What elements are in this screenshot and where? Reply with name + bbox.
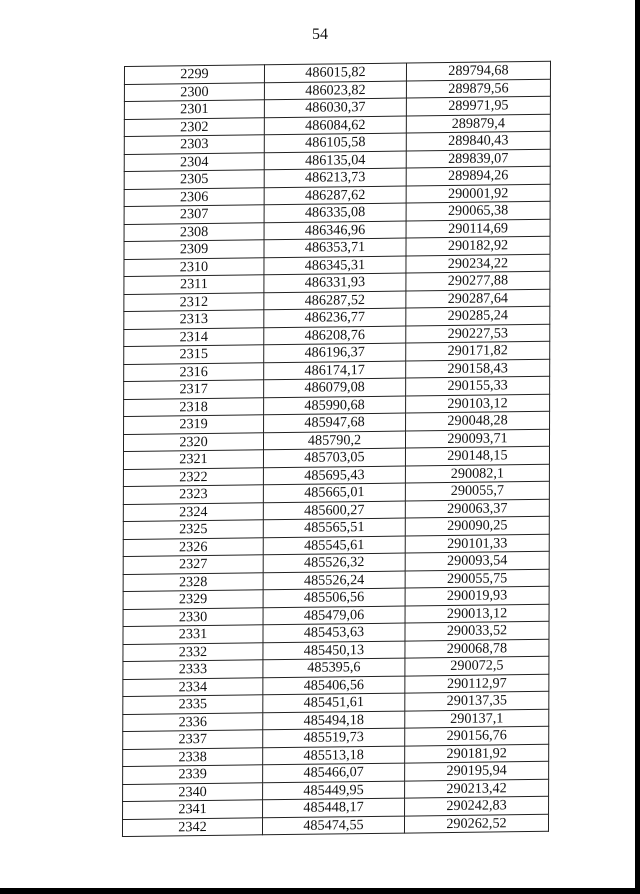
point-number-cell: 2301	[124, 100, 264, 119]
point-number-cell: 2317	[124, 380, 264, 399]
x-coordinate-cell: 485450,13	[263, 641, 405, 660]
y-coordinate-cell: 290155,33	[406, 376, 550, 395]
x-coordinate-cell: 486196,37	[264, 343, 406, 362]
y-coordinate-cell: 290234,22	[406, 254, 550, 273]
y-coordinate-cell: 290068,78	[405, 639, 549, 658]
y-coordinate-cell: 290114,69	[406, 219, 550, 238]
x-coordinate-cell: 485406,56	[263, 676, 405, 695]
x-coordinate-cell: 485545,61	[263, 536, 405, 555]
y-coordinate-cell: 290063,37	[405, 499, 549, 518]
y-coordinate-cell: 289839,07	[406, 149, 550, 168]
point-number-cell: 2342	[122, 817, 262, 836]
y-coordinate-cell: 290072,5	[405, 656, 549, 675]
point-number-cell: 2340	[123, 782, 263, 801]
point-number-cell: 2311	[124, 275, 264, 294]
x-coordinate-cell: 485526,24	[263, 571, 405, 590]
y-coordinate-cell: 290195,94	[405, 761, 549, 780]
x-coordinate-cell: 485513,18	[263, 746, 405, 765]
y-coordinate-cell: 290019,93	[405, 586, 549, 605]
y-coordinate-cell: 290093,71	[405, 429, 549, 448]
y-coordinate-cell: 290156,76	[405, 726, 549, 745]
y-coordinate-cell: 290242,83	[405, 796, 549, 815]
x-coordinate-cell: 486287,52	[264, 291, 406, 310]
point-number-cell: 2323	[123, 485, 263, 504]
y-coordinate-cell: 290001,92	[406, 184, 550, 203]
y-coordinate-cell: 290065,38	[406, 201, 550, 220]
y-coordinate-cell: 289879,4	[406, 114, 550, 133]
point-number-cell: 2302	[124, 117, 264, 136]
x-coordinate-cell: 486353,71	[264, 238, 406, 257]
point-number-cell: 2303	[124, 135, 264, 154]
x-coordinate-cell: 485665,01	[263, 483, 405, 502]
x-coordinate-cell: 485703,05	[263, 448, 405, 467]
y-coordinate-cell: 290213,42	[405, 779, 549, 798]
point-number-cell: 2324	[123, 502, 263, 521]
y-coordinate-cell: 290103,12	[406, 394, 550, 413]
coordinates-table-wrapper	[122, 61, 550, 837]
y-coordinate-cell: 290137,1	[405, 709, 549, 728]
point-number-cell: 2327	[123, 555, 263, 574]
point-number-cell: 2316	[124, 362, 264, 381]
x-coordinate-cell: 486030,37	[264, 98, 406, 117]
y-coordinate-cell: 290137,35	[405, 691, 549, 710]
point-number-cell: 2331	[123, 625, 263, 644]
y-coordinate-cell: 289971,95	[406, 96, 550, 115]
point-number-cell: 2308	[124, 222, 264, 241]
y-coordinate-cell: 290171,82	[406, 341, 550, 360]
y-coordinate-cell: 290112,97	[405, 674, 549, 693]
x-coordinate-cell: 485695,43	[263, 466, 405, 485]
point-number-cell: 2337	[123, 730, 263, 749]
x-coordinate-cell: 486015,82	[264, 63, 406, 82]
point-number-cell: 2322	[123, 467, 263, 486]
point-number-cell: 2319	[124, 415, 264, 434]
point-number-cell: 2318	[124, 397, 264, 416]
x-coordinate-cell: 485453,63	[263, 623, 405, 642]
y-coordinate-cell: 289894,26	[406, 166, 550, 185]
x-coordinate-cell: 485790,2	[263, 431, 405, 450]
point-number-cell: 2321	[123, 450, 263, 469]
x-coordinate-cell: 485990,68	[264, 396, 406, 415]
page-number: 54	[312, 26, 328, 43]
scan-border-bottom	[0, 888, 640, 894]
x-coordinate-cell: 485565,51	[263, 518, 405, 537]
point-number-cell: 2307	[124, 205, 264, 224]
y-coordinate-cell: 290101,33	[405, 534, 549, 553]
x-coordinate-cell: 486079,08	[264, 378, 406, 397]
y-coordinate-cell: 290013,12	[405, 604, 549, 623]
point-number-cell: 2336	[123, 712, 263, 731]
point-number-cell: 2332	[123, 642, 263, 661]
x-coordinate-cell: 486105,58	[264, 133, 406, 152]
scan-border-right	[635, 0, 640, 894]
x-coordinate-cell: 485466,07	[263, 763, 405, 782]
x-coordinate-cell: 485449,95	[263, 781, 405, 800]
x-coordinate-cell: 486287,62	[264, 186, 406, 205]
y-coordinate-cell: 290055,7	[405, 481, 549, 500]
y-coordinate-cell: 290055,75	[405, 569, 549, 588]
point-number-cell: 2309	[124, 240, 264, 259]
x-coordinate-cell: 485494,18	[263, 711, 405, 730]
point-number-cell: 2329	[123, 590, 263, 609]
y-coordinate-cell: 290287,64	[406, 289, 550, 308]
y-coordinate-cell: 290033,52	[405, 621, 549, 640]
x-coordinate-cell: 485526,32	[263, 553, 405, 572]
point-number-cell: 2339	[123, 765, 263, 784]
x-coordinate-cell: 486174,17	[264, 361, 406, 380]
y-coordinate-cell: 290158,43	[406, 359, 550, 378]
point-number-cell: 2328	[123, 572, 263, 591]
x-coordinate-cell: 485600,27	[263, 501, 405, 520]
point-number-cell: 2315	[124, 345, 264, 364]
point-number-cell: 2310	[124, 257, 264, 276]
x-coordinate-cell: 486213,73	[264, 168, 406, 187]
point-number-cell: 2320	[123, 432, 263, 451]
point-number-cell: 2299	[124, 65, 264, 84]
point-number-cell: 2325	[123, 520, 263, 539]
point-number-cell: 2306	[124, 187, 264, 206]
x-coordinate-cell: 485474,55	[262, 816, 404, 835]
x-coordinate-cell: 485395,6	[263, 658, 405, 677]
point-number-cell: 2334	[123, 677, 263, 696]
y-coordinate-cell: 290181,92	[405, 744, 549, 763]
x-coordinate-cell: 486023,82	[264, 81, 406, 100]
point-number-cell: 2326	[123, 537, 263, 556]
x-coordinate-cell: 485479,06	[263, 606, 405, 625]
x-coordinate-cell: 485448,17	[263, 798, 405, 817]
x-coordinate-cell: 486345,31	[264, 256, 406, 275]
x-coordinate-cell: 486335,08	[264, 203, 406, 222]
y-coordinate-cell: 290048,28	[406, 411, 550, 430]
point-number-cell: 2304	[124, 152, 264, 171]
y-coordinate-cell: 290262,52	[404, 814, 548, 833]
y-coordinate-cell: 290285,24	[406, 306, 550, 325]
point-number-cell: 2330	[123, 607, 263, 626]
y-coordinate-cell: 290277,88	[406, 271, 550, 290]
x-coordinate-cell: 486084,62	[264, 116, 406, 135]
point-number-cell: 2338	[123, 747, 263, 766]
point-number-cell: 2312	[124, 292, 264, 311]
y-coordinate-cell: 289879,56	[406, 79, 550, 98]
y-coordinate-cell: 289794,68	[406, 61, 550, 80]
y-coordinate-cell: 289840,43	[406, 131, 550, 150]
point-number-cell: 2300	[124, 82, 264, 101]
x-coordinate-cell: 485451,61	[263, 693, 405, 712]
x-coordinate-cell: 485506,56	[263, 588, 405, 607]
coordinates-table-body	[122, 61, 550, 836]
point-number-cell: 2313	[124, 310, 264, 329]
x-coordinate-cell: 485519,73	[263, 728, 405, 747]
x-coordinate-cell: 486346,96	[264, 221, 406, 240]
coordinates-table	[122, 61, 551, 837]
x-coordinate-cell: 486236,77	[264, 308, 406, 327]
point-number-cell: 2305	[124, 170, 264, 189]
point-number-cell: 2314	[124, 327, 264, 346]
y-coordinate-cell: 290182,92	[406, 236, 550, 255]
x-coordinate-cell: 486135,04	[264, 151, 406, 170]
x-coordinate-cell: 485947,68	[264, 413, 406, 432]
y-coordinate-cell: 290148,15	[405, 446, 549, 465]
x-coordinate-cell: 486208,76	[264, 326, 406, 345]
point-number-cell: 2335	[123, 695, 263, 714]
x-coordinate-cell: 486331,93	[264, 273, 406, 292]
y-coordinate-cell: 290082,1	[405, 464, 549, 483]
y-coordinate-cell: 290093,54	[405, 551, 549, 570]
y-coordinate-cell: 290090,25	[405, 516, 549, 535]
point-number-cell: 2341	[123, 800, 263, 819]
point-number-cell: 2333	[123, 660, 263, 679]
y-coordinate-cell: 290227,53	[406, 324, 550, 343]
